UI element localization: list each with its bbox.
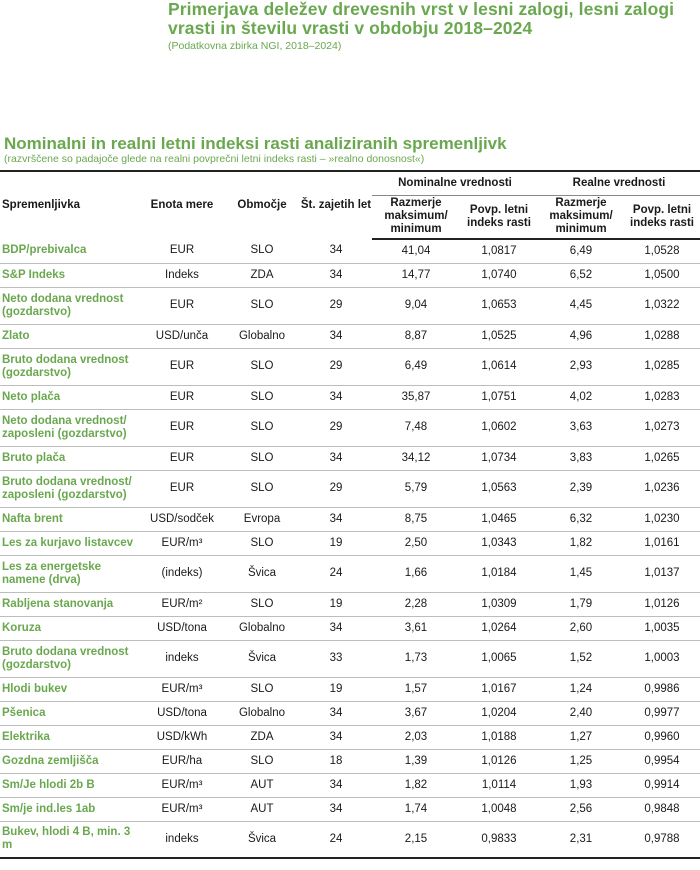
cell-area: Švica bbox=[224, 821, 300, 858]
cell-years: 19 bbox=[300, 677, 372, 701]
cell-real-index: 1,0126 bbox=[624, 592, 700, 616]
table-row bbox=[0, 640, 700, 677]
cell-real-ratio: 6,49 bbox=[538, 239, 624, 263]
cell-unit: USD/tona bbox=[140, 701, 224, 725]
cell-unit: indeks bbox=[140, 640, 224, 677]
cell-nominal-index: 1,0343 bbox=[460, 531, 538, 555]
cell-real-ratio: 2,93 bbox=[538, 348, 624, 385]
cell-real-index: 0,9954 bbox=[624, 749, 700, 773]
cell-nominal-ratio: 1,57 bbox=[372, 677, 460, 701]
cell-area: SLO bbox=[224, 749, 300, 773]
cell-real-index: 1,0137 bbox=[624, 555, 700, 592]
cell-real-index: 1,0230 bbox=[624, 507, 700, 531]
cell-nominal-ratio: 2,15 bbox=[372, 821, 460, 858]
cell-nominal-ratio: 2,28 bbox=[372, 592, 460, 616]
table-title: Nominalni in realni letni indeksi rasti analiziranih spremenljivk bbox=[4, 134, 507, 153]
cell-area: SLO bbox=[224, 287, 300, 324]
cell-variable: BDP/prebivalca bbox=[0, 239, 140, 263]
header-years: Št. zajetih let bbox=[300, 199, 372, 211]
cell-nominal-index: 1,0204 bbox=[460, 701, 538, 725]
cell-area: Švica bbox=[224, 555, 300, 592]
cell-nominal-index: 1,0126 bbox=[460, 749, 538, 773]
cell-variable: Neto dodana vrednost/ zaposleni (gozdarstvo) bbox=[0, 409, 140, 446]
figure-header bbox=[168, 0, 688, 52]
cell-unit: EUR bbox=[140, 287, 224, 324]
table-row bbox=[0, 592, 700, 616]
cell-real-index: 0,9914 bbox=[624, 773, 700, 797]
cell-variable: Hlodi bukev bbox=[0, 677, 140, 701]
cell-variable: Nafta brent bbox=[0, 507, 140, 531]
cell-unit: EUR/m³ bbox=[140, 531, 224, 555]
cell-variable: Sm/Je hlodi 2b B bbox=[0, 773, 140, 797]
cell-nominal-ratio: 8,87 bbox=[372, 324, 460, 348]
cell-nominal-index: 1,0734 bbox=[460, 446, 538, 470]
cell-real-ratio: 2,60 bbox=[538, 616, 624, 640]
table-body bbox=[0, 239, 700, 858]
cell-real-index: 0,9788 bbox=[624, 821, 700, 858]
table-row bbox=[0, 263, 700, 287]
cell-real-ratio: 1,27 bbox=[538, 725, 624, 749]
cell-real-ratio: 1,52 bbox=[538, 640, 624, 677]
cell-nominal-ratio: 7,48 bbox=[372, 409, 460, 446]
header-variable: Spremenljivka bbox=[2, 199, 80, 211]
cell-real-index: 1,0288 bbox=[624, 324, 700, 348]
cell-real-ratio: 1,45 bbox=[538, 555, 624, 592]
table-row bbox=[0, 507, 700, 531]
cell-area: SLO bbox=[224, 446, 300, 470]
cell-variable: Gozdna zemljišča bbox=[0, 749, 140, 773]
figure-title: Primerjava deležev drevesnih vrst v lesni zalogi, lesni zalogi vrasti in številu vrasti v obdobju 2018–2024 bbox=[168, 0, 675, 38]
cell-nominal-index: 1,0048 bbox=[460, 797, 538, 821]
cell-area: Evropa bbox=[224, 507, 300, 531]
cell-nominal-ratio: 2,50 bbox=[372, 531, 460, 555]
cell-real-ratio: 3,63 bbox=[538, 409, 624, 446]
table-row bbox=[0, 821, 700, 858]
cell-variable: Bruto plača bbox=[0, 446, 140, 470]
cell-nominal-ratio: 41,04 bbox=[372, 239, 460, 263]
cell-nominal-ratio: 34,12 bbox=[372, 446, 460, 470]
table-row bbox=[0, 773, 700, 797]
cell-years: 34 bbox=[300, 263, 372, 287]
cell-years: 29 bbox=[300, 470, 372, 507]
cell-real-ratio: 1,79 bbox=[538, 592, 624, 616]
cell-years: 34 bbox=[300, 725, 372, 749]
cell-nominal-index: 1,0614 bbox=[460, 348, 538, 385]
table-row bbox=[0, 616, 700, 640]
cell-real-index: 1,0273 bbox=[624, 409, 700, 446]
cell-nominal-index: 0,9833 bbox=[460, 821, 538, 858]
header-real-group: Realne vrednosti bbox=[538, 171, 700, 195]
cell-real-index: 1,0236 bbox=[624, 470, 700, 507]
cell-unit: EUR/m³ bbox=[140, 677, 224, 701]
cell-real-index: 0,9848 bbox=[624, 797, 700, 821]
cell-variable: Pšenica bbox=[0, 701, 140, 725]
table-row bbox=[0, 701, 700, 725]
header-area: Območje bbox=[237, 199, 287, 211]
cell-unit: EUR bbox=[140, 385, 224, 409]
cell-real-ratio: 4,02 bbox=[538, 385, 624, 409]
table-row bbox=[0, 348, 700, 385]
cell-variable: Les za energetske namene (drva) bbox=[0, 555, 140, 592]
cell-unit: EUR/m³ bbox=[140, 773, 224, 797]
cell-real-index: 0,9960 bbox=[624, 725, 700, 749]
table-row bbox=[0, 287, 700, 324]
cell-nominal-ratio: 1,66 bbox=[372, 555, 460, 592]
cell-unit: EUR/m² bbox=[140, 592, 224, 616]
cell-area: SLO bbox=[224, 592, 300, 616]
cell-nominal-index: 1,0817 bbox=[460, 239, 538, 263]
cell-real-ratio: 1,25 bbox=[538, 749, 624, 773]
cell-years: 34 bbox=[300, 385, 372, 409]
cell-nominal-ratio: 6,49 bbox=[372, 348, 460, 385]
cell-area: Globalno bbox=[224, 616, 300, 640]
cell-variable: S&P Indeks bbox=[0, 263, 140, 287]
cell-unit: USD/sodček bbox=[140, 507, 224, 531]
cell-years: 33 bbox=[300, 640, 372, 677]
cell-unit: EUR/m³ bbox=[140, 797, 224, 821]
cell-area: Globalno bbox=[224, 701, 300, 725]
cell-area: SLO bbox=[224, 409, 300, 446]
cell-area: SLO bbox=[224, 239, 300, 263]
figure-source: (Podatkovna zbirka NGI, 2018–2024) bbox=[168, 40, 342, 52]
cell-years: 24 bbox=[300, 555, 372, 592]
cell-area: SLO bbox=[224, 677, 300, 701]
cell-real-index: 1,0528 bbox=[624, 239, 700, 263]
cell-years: 34 bbox=[300, 797, 372, 821]
cell-real-ratio: 4,45 bbox=[538, 287, 624, 324]
header-unit: Enota mere bbox=[150, 199, 214, 211]
cell-real-ratio: 1,82 bbox=[538, 531, 624, 555]
cell-nominal-index: 1,0563 bbox=[460, 470, 538, 507]
cell-area: ZDA bbox=[224, 263, 300, 287]
cell-unit: (indeks) bbox=[140, 555, 224, 592]
cell-unit: EUR bbox=[140, 470, 224, 507]
table-row bbox=[0, 446, 700, 470]
cell-nominal-index: 1,0114 bbox=[460, 773, 538, 797]
cell-nominal-ratio: 2,03 bbox=[372, 725, 460, 749]
cell-real-index: 1,0283 bbox=[624, 385, 700, 409]
cell-years: 19 bbox=[300, 592, 372, 616]
header-nominal-index: Povp. letni indeks rasti bbox=[460, 195, 538, 239]
cell-nominal-ratio: 3,61 bbox=[372, 616, 460, 640]
cell-years: 19 bbox=[300, 531, 372, 555]
cell-variable: Bruto dodana vrednost/ zaposleni (gozdarstvo) bbox=[0, 470, 140, 507]
cell-nominal-index: 1,0602 bbox=[460, 409, 538, 446]
cell-nominal-ratio: 1,82 bbox=[372, 773, 460, 797]
table-row bbox=[0, 749, 700, 773]
cell-unit: EUR bbox=[140, 409, 224, 446]
cell-variable: Les za kurjavo listavcev bbox=[0, 531, 140, 555]
cell-area: Švica bbox=[224, 640, 300, 677]
growth-index-table bbox=[0, 170, 700, 859]
cell-area: SLO bbox=[224, 348, 300, 385]
cell-variable: Bukev, hlodi 4 B, min. 3 m bbox=[0, 821, 140, 858]
table-row bbox=[0, 239, 700, 263]
cell-real-ratio: 4,96 bbox=[538, 324, 624, 348]
cell-variable: Bruto dodana vrednost (gozdarstvo) bbox=[0, 348, 140, 385]
cell-real-index: 1,0500 bbox=[624, 263, 700, 287]
cell-nominal-ratio: 3,67 bbox=[372, 701, 460, 725]
cell-years: 34 bbox=[300, 239, 372, 263]
cell-nominal-index: 1,0653 bbox=[460, 287, 538, 324]
cell-years: 18 bbox=[300, 749, 372, 773]
cell-unit: EUR bbox=[140, 348, 224, 385]
cell-real-index: 1,0265 bbox=[624, 446, 700, 470]
cell-years: 29 bbox=[300, 287, 372, 324]
table-row bbox=[0, 324, 700, 348]
cell-nominal-ratio: 8,75 bbox=[372, 507, 460, 531]
cell-unit: USD/unča bbox=[140, 324, 224, 348]
table-row bbox=[0, 531, 700, 555]
cell-nominal-index: 1,0184 bbox=[460, 555, 538, 592]
table-subtitle: (razvrščene so padajoče glede na realni povprečni letni indeks rasti – »realno donosnost«) bbox=[4, 153, 425, 165]
cell-years: 29 bbox=[300, 409, 372, 446]
cell-nominal-ratio: 1,73 bbox=[372, 640, 460, 677]
cell-area: ZDA bbox=[224, 725, 300, 749]
table-row bbox=[0, 797, 700, 821]
cell-real-index: 1,0003 bbox=[624, 640, 700, 677]
cell-real-ratio: 6,52 bbox=[538, 263, 624, 287]
cell-real-index: 0,9986 bbox=[624, 677, 700, 701]
cell-nominal-ratio: 35,87 bbox=[372, 385, 460, 409]
header-real-ratio: Razmerje maksimum/ minimum bbox=[538, 195, 624, 239]
cell-nominal-ratio: 1,39 bbox=[372, 749, 460, 773]
cell-years: 34 bbox=[300, 701, 372, 725]
cell-area: SLO bbox=[224, 470, 300, 507]
cell-real-index: 0,9977 bbox=[624, 701, 700, 725]
cell-real-ratio: 1,93 bbox=[538, 773, 624, 797]
header-nominal-group: Nominalne vrednosti bbox=[372, 171, 538, 195]
cell-unit: EUR/ha bbox=[140, 749, 224, 773]
cell-variable: Sm/je ind.les 1ab bbox=[0, 797, 140, 821]
cell-nominal-ratio: 14,77 bbox=[372, 263, 460, 287]
cell-years: 29 bbox=[300, 348, 372, 385]
cell-area: Globalno bbox=[224, 324, 300, 348]
cell-variable: Neto plača bbox=[0, 385, 140, 409]
cell-area: AUT bbox=[224, 773, 300, 797]
cell-unit: USD/tona bbox=[140, 616, 224, 640]
cell-real-ratio: 2,39 bbox=[538, 470, 624, 507]
cell-nominal-index: 1,0309 bbox=[460, 592, 538, 616]
cell-variable: Rabljena stanovanja bbox=[0, 592, 140, 616]
cell-variable: Bruto dodana vrednost (gozdarstvo) bbox=[0, 640, 140, 677]
cell-area: AUT bbox=[224, 797, 300, 821]
cell-real-ratio: 6,32 bbox=[538, 507, 624, 531]
cell-unit: USD/kWh bbox=[140, 725, 224, 749]
table-row bbox=[0, 385, 700, 409]
header-nominal-ratio: Razmerje maksimum/ minimum bbox=[372, 195, 460, 239]
cell-nominal-index: 1,0465 bbox=[460, 507, 538, 531]
cell-unit: EUR bbox=[140, 239, 224, 263]
table-row bbox=[0, 555, 700, 592]
cell-area: SLO bbox=[224, 385, 300, 409]
cell-variable: Neto dodana vrednost (gozdarstvo) bbox=[0, 287, 140, 324]
cell-unit: Indeks bbox=[140, 263, 224, 287]
table-row bbox=[0, 725, 700, 749]
cell-real-ratio: 3,83 bbox=[538, 446, 624, 470]
cell-variable: Koruza bbox=[0, 616, 140, 640]
table-row bbox=[0, 470, 700, 507]
cell-real-ratio: 2,31 bbox=[538, 821, 624, 858]
cell-real-ratio: 2,40 bbox=[538, 701, 624, 725]
cell-nominal-index: 1,0264 bbox=[460, 616, 538, 640]
table-row bbox=[0, 677, 700, 701]
cell-real-index: 1,0285 bbox=[624, 348, 700, 385]
cell-nominal-index: 1,0167 bbox=[460, 677, 538, 701]
cell-unit: indeks bbox=[140, 821, 224, 858]
cell-nominal-ratio: 1,74 bbox=[372, 797, 460, 821]
cell-nominal-ratio: 5,79 bbox=[372, 470, 460, 507]
cell-nominal-ratio: 9,04 bbox=[372, 287, 460, 324]
cell-years: 34 bbox=[300, 507, 372, 531]
cell-real-ratio: 1,24 bbox=[538, 677, 624, 701]
cell-years: 24 bbox=[300, 821, 372, 858]
table-row bbox=[0, 409, 700, 446]
cell-real-index: 1,0322 bbox=[624, 287, 700, 324]
cell-real-index: 1,0035 bbox=[624, 616, 700, 640]
cell-real-index: 1,0161 bbox=[624, 531, 700, 555]
cell-years: 34 bbox=[300, 773, 372, 797]
cell-area: SLO bbox=[224, 531, 300, 555]
cell-nominal-index: 1,0740 bbox=[460, 263, 538, 287]
cell-years: 34 bbox=[300, 324, 372, 348]
cell-nominal-index: 1,0065 bbox=[460, 640, 538, 677]
cell-years: 34 bbox=[300, 446, 372, 470]
cell-real-ratio: 2,56 bbox=[538, 797, 624, 821]
cell-variable: Elektrika bbox=[0, 725, 140, 749]
cell-years: 34 bbox=[300, 616, 372, 640]
cell-nominal-index: 1,0525 bbox=[460, 324, 538, 348]
cell-variable: Zlato bbox=[0, 324, 140, 348]
header-real-index: Povp. letni indeks rasti bbox=[624, 195, 700, 239]
cell-nominal-index: 1,0188 bbox=[460, 725, 538, 749]
cell-nominal-index: 1,0751 bbox=[460, 385, 538, 409]
cell-unit: EUR bbox=[140, 446, 224, 470]
